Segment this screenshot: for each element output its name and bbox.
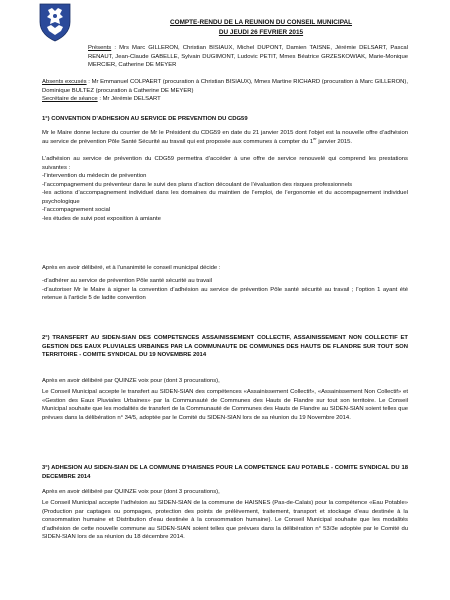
list-item: -les actions d’accompagnement individuel dans les domaines du maintien de l’emploi, de l’ergonomie et du accompagnement individuel psychologique (42, 190, 408, 205)
section1-decision-intro: Après en avoir délibéré, et à l’unanimité le conseil municipal décide : (42, 265, 221, 271)
municipal-coat-of-arms-icon (38, 2, 72, 42)
session-secretary (42, 95, 408, 104)
absent-members (42, 78, 408, 95)
section1-intro (42, 129, 408, 146)
section1-para1: Mr le Maire donne lecture du courrier de Mr le Président du CDG59 en date du 21 janvier 2015 dont l’objet est la nouvelle offre d’adhésion au service de prévention Pôle Santé Sécurité au travail qui est proposée aux communes à compter du 1 (42, 130, 408, 145)
document-title: COMPTE-RENDU DE LA REUNION DU CONSEIL MUNICIPAL (169, 19, 353, 26)
section1-heading: 1°) CONVENTION D’ADHESION AU SERVICE DE PREVENTION DU CDG59 (42, 116, 248, 122)
list-item: -d’adhérer au service de prévention Pôle santé sécurité au travail (42, 278, 212, 284)
secretary-label: Secrétaire de séance (42, 96, 98, 102)
section2-heading: 2°) TRANSFERT AU SIDEN-SIAN DES COMPETENCES ASSAINISSEMENT COLLECTIF, ASSAINISSEMENT NON COLLECTIF ET GESTION DES EAUX PLUVIALES URBAINES PAR LA COMMUNAUTE DE COMMUNES DES HAUTS DE FLANDRE SUR TOUT SON TERRITOIRE - COMITE SYNDICAL DU 19 NOVEMBRE 2014 (42, 335, 408, 359)
section1-decisions (42, 277, 408, 303)
section2-vote: Après en avoir délibéré par QUINZE voix pour (dont 3 procurations), (42, 378, 220, 384)
section3-vote: Après en avoir délibéré par QUINZE voix pour (dont 3 procurations), (42, 489, 220, 495)
list-item: -les études de suivi post exposition à amiante (42, 215, 161, 222)
section1-para1-sup: er (313, 135, 317, 141)
present-members (88, 44, 408, 70)
section1-para1-end: janvier 2015. (316, 138, 353, 145)
absent-label: Absents excusés (42, 79, 87, 85)
meeting-date: DU JEUDI 26 FEVRIER 2015 (218, 29, 304, 36)
section3-heading: 3°) ADHESION AU SIDEN-SIAN DE LA COMMUNE D’HAISNES POUR LA COMPETENCE EAU POTABLE - COMITE SYNDICAL DU 18 DECEMBRE 2014 (42, 465, 408, 480)
present-label: Présents (88, 45, 112, 51)
absent-text: : Mr Emmanuel COLPAERT (procuration à Christian BISIAUX), Mmes Martine RICHARD (procuration à Marc GILLERON), Dominique BULTEZ (procuration à Catherine DE MEYER) (42, 79, 409, 94)
list-item: -d’autoriser Mr le Maire à signer la convention d’adhésion au service de prévention Pôle santé sécurité au travail ; l’option 1 ayant été retenue à l’article 5 de ladite convention (42, 286, 408, 302)
section1-para2: L’adhésion au service de prévention du CDG59 permettra d’accéder à une offre de service renouvelé qui comprend les prestations suivantes : (42, 156, 408, 171)
list-item: -l’accompagnement social (42, 207, 111, 214)
section1-services-list (42, 172, 408, 224)
present-text: : Mrs Marc GILLERON, Christian BISIAUX, Michel DUPONT, Damien TAISNE, Jérémie DELSART, Pascal RENAUT, Jean-Claude GABELLE, Sylvain DUGIMONT, Ludovic PETIT, Mmes Béatrice GRZESKOWIAK, Marie-Monique MERCIER, Catherine DE MEYER (88, 45, 409, 69)
secretary-text: : Mr Jérémie DELSART (99, 96, 161, 102)
list-item: -l’accompagnement du préventeur dans le suivi des plans d’action découlant de l’évaluation des risques professionnels (42, 181, 353, 188)
list-item: -l’intervention du médecin de prévention (42, 173, 147, 179)
section3-body: Le Conseil Municipal accepte l’adhésion au SIDEN-SIAN de la commune de HAISNES (Pas-de-Calais) pour la compétence «Eau Potable» (Production par captages ou pompages, protection des points de prélèvement, traitement, transport et stockage d’eau destinée à la consommation humaine et Distribution d’eau destinée à la consommation humaine). Le Conseil Municipal souhaite que les modalités d’adhésion de cette nouvelle commune au SIDEN-SIAN soient telles que prévues dans la délibération n° 53/3e adoptée par le Comité du SIDEN-SIAN lors de sa réunion du 18 décembre 2014. (42, 500, 408, 541)
section2-body: Le Conseil Municipal accepte le transfert au SIDEN-SIAN des compétences «Assainissement Collectif», «Assainissement Non Collectif» et «Gestion des Eaux Pluviales Urbaines» par la Communauté de Communes des Hauts de Flandre sur tout son territoire. Le Conseil Municipal souhaite que les modalités de transfert de la Communauté de Communes des Hauts de Flandre au SIDEN-SIAN soient telles que prévues dans la délibération n° 34/5, adoptée par le Comité du SIDEN-SIAN lors de sa réunion du 19 Novembre 2014. (42, 389, 408, 421)
